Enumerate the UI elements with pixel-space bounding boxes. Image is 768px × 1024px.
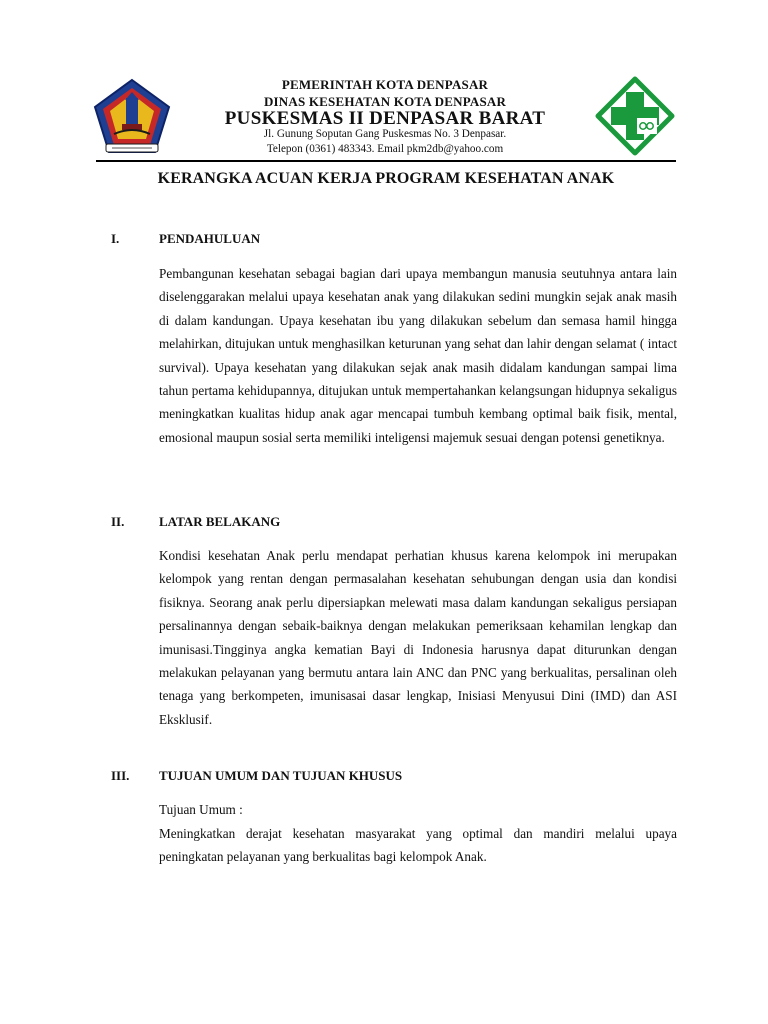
letterhead-divider xyxy=(96,160,676,162)
city-emblem-icon xyxy=(92,78,172,158)
section-number: II. xyxy=(111,514,125,529)
organization-name: PUSKESMAS II DENPASAR BARAT xyxy=(224,108,546,129)
section-heading: PENDAHULUAN xyxy=(159,231,261,246)
section-number: I. xyxy=(111,231,120,246)
section-number: III. xyxy=(111,768,130,783)
section-paragraph: Meningkatkan derajat kesehatan masyarakat yang optimal dan mandiri melalui upaya peningkatan pelayanan yang berkualitas bagi kelompok Anak. xyxy=(159,826,677,865)
section-heading: TUJUAN UMUM DAN TUJUAN KHUSUS xyxy=(159,768,403,783)
section-paragraph: Pembangunan kesehatan sebagai bagian dari upaya membangun manusia seutuhnya antara lain diselenggarakan melalui upaya kesehatan anak yang dilakukan sedini mungkin sejak anak masih di dalam kandungan. Upaya kesehatan ibu yang dilakukan sebelum dan semasa hamil hingga melahirkan, ditujukan untuk menghasilkan keturunan yang sehat dan lahir dengan selamat ( intact survival). Upaya kesehatan yang dilakukan sejak anak masih didalam kandungan sampai lima tahun pertama kehidupannya, ditujukan untuk mempertahankan kelangsungan hidupnya sekaligus meningkatkan kualitas hidup anak agar mencapai tumbuh kembang optimal baik fisik, mental, emosional maupun sosial serta memiliki inteligensi majemuk sesuai dengan potensi genetiknya. xyxy=(159,266,677,445)
agency-line: DINAS KESEHATAN KOTA DENPASAR xyxy=(263,94,507,109)
government-line: PEMERINTAH KOTA DENPASAR xyxy=(281,77,489,92)
puskesmas-cross-icon xyxy=(595,76,675,156)
contact-line: Telepon (0361) 483343. Email pkm2db@yahoo.com xyxy=(266,143,504,155)
document-title: KERANGKA ACUAN KERJA PROGRAM KESEHATAN ANAK xyxy=(157,170,615,187)
section-sublabel: Tujuan Umum : xyxy=(159,802,243,817)
address-line: Jl. Gunung Soputan Gang Puskesmas No. 3 Denpasar. xyxy=(263,128,507,140)
section-heading: LATAR BELAKANG xyxy=(159,514,281,529)
section-paragraph: Kondisi kesehatan Anak perlu mendapat perhatian khusus karena kelompok ini merupakan kelompok yang rentan dengan permasalahan kesehatan sehubungan dengan usia dan kondisi fisiknya. Seorang anak perlu dipersiapkan melewati masa dalam kandungan sekaligus persiapan persalinannya dengan sebaik-baiknya dengan melakukan pemeriksaan kehamilan lengkap dan imunisasi.Tingginya angka kematian Bayi di Indonesia harusnya dapat diturunkan dengan melakukan pelayanan yang bermutu antara lain ANC dan PNC yang berkualitas, persalinan oleh tenaga yang berkompeten, imunisasai dasar lengkap, Inisiasi Menyusui Dini (IMD) dan ASI Eksklusif. xyxy=(159,548,677,727)
